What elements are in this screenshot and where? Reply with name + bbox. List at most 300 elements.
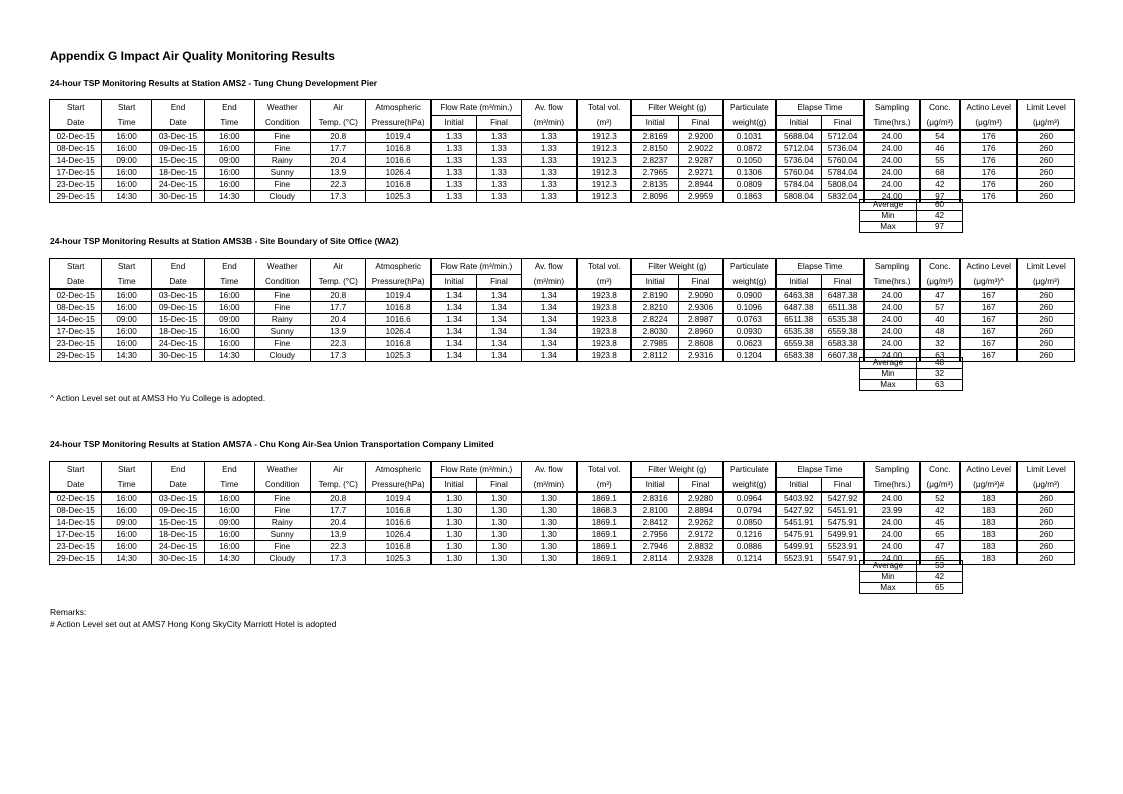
table-cell: 2.7965: [632, 167, 678, 179]
table-cell: 2.7946: [632, 541, 678, 553]
table-cell: 260: [1018, 493, 1074, 505]
table-cell: 45: [921, 517, 961, 529]
stats-row: [860, 572, 963, 583]
table-cell: 5784.04: [822, 167, 865, 179]
table-cell: 1.34: [477, 314, 521, 326]
table-cell: 20.4: [311, 155, 366, 167]
header-cell: Actino Level: [961, 259, 1018, 275]
table-cell: 0.0964: [724, 493, 776, 505]
table-cell: 1912.3: [578, 167, 632, 179]
table-cell: 5427.92: [822, 493, 865, 505]
header-unit-cell: Date: [152, 478, 205, 493]
table-cell: 1.30: [432, 505, 477, 517]
header-cell: Filter Weight (g): [632, 100, 724, 116]
table-cell: 03-Dec-15: [152, 493, 205, 505]
table-cell: 2.8894: [679, 505, 724, 517]
table-cell: 2.8096: [632, 191, 678, 202]
header-unit-cell: Time: [205, 116, 254, 131]
table-cell: 6463.38: [777, 290, 822, 302]
table-cell: 5547.91: [822, 553, 865, 564]
table-cell: 1025.3: [366, 553, 432, 564]
table-cell: 16:00: [205, 493, 254, 505]
table-cell: 24-Dec-15: [152, 541, 205, 553]
table-cell: 2.8114: [632, 553, 678, 564]
table-cell: 176: [961, 179, 1018, 191]
table-cell: 5427.92: [777, 505, 822, 517]
header-unit-cell: (m³): [578, 275, 632, 290]
table-cell: 1.30: [477, 493, 521, 505]
table-cell: 260: [1018, 505, 1074, 517]
table-cell: 5451.91: [822, 505, 865, 517]
table-cell: 1912.3: [578, 155, 632, 167]
header-unit-cell: Initial: [432, 478, 477, 493]
table-cell: 1923.8: [578, 326, 632, 338]
table-cell: 1.30: [522, 529, 578, 541]
table-cell: 2.9172: [679, 529, 724, 541]
table-cell: 260: [1039, 350, 1054, 360]
table-cell: 2.7956: [632, 529, 678, 541]
table-cell: 30-Dec-15: [152, 191, 205, 202]
table-cell: 1019.4: [366, 131, 432, 143]
table-cell: 16:00: [205, 290, 254, 302]
stats-row: [860, 583, 963, 594]
header-unit-cell: Initial: [777, 275, 822, 290]
table-cell: 183: [961, 517, 1018, 529]
table-cell: 260: [1018, 314, 1074, 326]
stats-cell: 65: [917, 583, 963, 594]
header-unit-cell: Final: [822, 275, 865, 290]
header-unit-cell: Initial: [777, 478, 822, 493]
table-cell: 16:00: [102, 529, 151, 541]
table-cell: 260: [1018, 179, 1074, 191]
table-cell: 260: [1018, 338, 1074, 350]
table-cell: 1.33: [522, 143, 578, 155]
table-cell: 2.8832: [679, 541, 724, 553]
stats-cell: Min: [860, 211, 917, 222]
table-cell: 0.0623: [724, 338, 776, 350]
table-cell: 1912.3: [578, 179, 632, 191]
header-unit-cell: weight(g): [724, 275, 776, 290]
header-unit-cell: Date: [50, 275, 102, 290]
stats-cell: Max: [860, 222, 917, 233]
header-cell: Start: [50, 100, 102, 116]
header-cell: Start: [102, 259, 151, 275]
table-cell: 1.34: [477, 290, 521, 302]
table-cell: Fine: [255, 505, 311, 517]
table-cell: 22.3: [311, 338, 366, 350]
table-cell: 1.33: [432, 143, 477, 155]
table-cell: 2.8030: [632, 326, 678, 338]
table-cell: 20.8: [311, 131, 366, 143]
table-cell: 2.9090: [679, 290, 724, 302]
table-cell: 0.0850: [724, 517, 776, 529]
table-cell: 2.8135: [632, 179, 678, 191]
tsp-table-0: [49, 99, 1075, 203]
table-cell: 1.33: [432, 167, 477, 179]
header-unit-cell: Final: [679, 478, 724, 493]
header-unit-cell: Pressure(hPa): [366, 275, 432, 290]
table-cell: 260: [1018, 143, 1074, 155]
header-unit-cell: Temp. (°C): [311, 275, 366, 290]
table-cell: 20.8: [311, 493, 366, 505]
table-cell: 42: [921, 505, 961, 517]
header-unit-cell: Initial: [632, 478, 678, 493]
table-cell: 167: [961, 290, 1018, 302]
header-cell: Total vol.: [578, 100, 632, 116]
table-row: [50, 179, 1074, 191]
header-unit-cell: Time: [102, 478, 151, 493]
table-cell: 0.1204: [724, 350, 776, 361]
stats-cell: Max: [860, 380, 917, 391]
table-cell: 24-Dec-15: [152, 338, 205, 350]
table-cell: 24.00: [865, 314, 920, 326]
table-cell: 1923.8: [578, 338, 632, 350]
header-unit-cell: Final: [477, 116, 521, 131]
table-cell: 183: [961, 541, 1018, 553]
header-cell: End: [205, 259, 254, 275]
table-cell: 23.99: [865, 505, 920, 517]
table-cell: Cloudy: [255, 350, 311, 361]
table-cell: 5475.91: [777, 529, 822, 541]
table-cell: 5499.91: [822, 529, 865, 541]
table-row: [50, 290, 1074, 302]
table-cell: Sunny: [255, 326, 311, 338]
header-unit-cell: Final: [822, 478, 865, 493]
table-cell: 1.30: [522, 553, 578, 564]
table-cell: 24.00: [865, 517, 920, 529]
table-cell: 20.4: [311, 517, 366, 529]
header-cell: Sampling: [865, 462, 920, 478]
table-cell: Fine: [255, 338, 311, 350]
table-cell: 5499.91: [777, 541, 822, 553]
table-cell: 46: [921, 143, 961, 155]
header-cell: Atmospheric: [366, 100, 432, 116]
table-cell: 29-Dec-15: [50, 191, 102, 202]
table-cell: 260: [1018, 302, 1074, 314]
table-cell: 1.34: [432, 314, 477, 326]
table-cell: 2.8112: [632, 350, 678, 361]
table-row: [50, 302, 1074, 314]
table-cell: 14:30: [205, 350, 254, 361]
table-cell: 1.34: [522, 338, 578, 350]
table-cell: 1016.8: [366, 143, 432, 155]
table-cell: 1.30: [477, 529, 521, 541]
section-title-ams2: 24-hour TSP Monitoring Results at Station AMS2 - Tung Chung Development Pier: [50, 78, 378, 88]
table-cell: 6535.38: [777, 326, 822, 338]
table-cell: 0.0809: [724, 179, 776, 191]
table-cell: 176: [961, 143, 1018, 155]
table-cell: 55: [921, 155, 961, 167]
table-cell: 16:00: [205, 529, 254, 541]
header-unit-cell: (μg/m³): [921, 275, 961, 290]
table-cell: 1.33: [477, 155, 521, 167]
header-row-2: [50, 275, 1074, 290]
table-cell: Sunny: [255, 529, 311, 541]
table-row: [50, 155, 1074, 167]
table-row: [50, 505, 1074, 517]
table-cell: 1923.8: [578, 302, 632, 314]
header-row-2: [50, 116, 1074, 131]
table-cell: 16:00: [102, 290, 151, 302]
table-cell: Rainy: [255, 314, 311, 326]
table-cell: 1.33: [432, 155, 477, 167]
table-row: [50, 493, 1074, 505]
table-cell: 02-Dec-15: [50, 131, 102, 143]
header-cell: End: [152, 259, 205, 275]
header-cell: Sampling: [865, 100, 920, 116]
header-cell: Start: [50, 259, 102, 275]
header-cell: Air: [311, 259, 366, 275]
table-cell: 260: [1018, 155, 1074, 167]
table-row: [50, 167, 1074, 179]
header-cell: Av. flow: [522, 462, 578, 478]
table-cell: 6487.38: [822, 290, 865, 302]
table-cell: 2.9328: [679, 553, 724, 564]
table-cell: 2.7985: [632, 338, 678, 350]
table-cell: 16:00: [102, 326, 151, 338]
table-cell: 14-Dec-15: [50, 314, 102, 326]
header-row-1: [50, 259, 1074, 275]
table-cell: 5736.04: [822, 143, 865, 155]
table-cell: 1.34: [477, 302, 521, 314]
table-cell: 0.1216: [724, 529, 776, 541]
table-cell: 23-Dec-15: [50, 541, 102, 553]
header-unit-cell: Date: [152, 275, 205, 290]
table-cell: 1.30: [477, 505, 521, 517]
header-unit-cell: Initial: [432, 116, 477, 131]
table-cell: 176: [961, 155, 1018, 167]
table-cell: 16:00: [102, 179, 151, 191]
table-cell: 1.33: [522, 155, 578, 167]
header-cell: Total vol.: [578, 462, 632, 478]
table-cell: 22.3: [311, 541, 366, 553]
header-cell: Weather: [255, 259, 311, 275]
stats-cell: 42: [917, 572, 963, 583]
table-cell: 1.33: [522, 167, 578, 179]
table-cell: 2.8169: [632, 131, 678, 143]
table-cell: 17.7: [311, 302, 366, 314]
table-cell: 5784.04: [777, 179, 822, 191]
table-cell: 5712.04: [822, 131, 865, 143]
header-unit-cell: Time: [205, 478, 254, 493]
table-cell: 2.9271: [679, 167, 724, 179]
table-cell: 2.9959: [679, 191, 724, 202]
stats-row: [860, 358, 963, 369]
table-cell: 1.30: [522, 505, 578, 517]
table-cell: Fine: [255, 290, 311, 302]
header-cell: Elapse Time: [777, 100, 866, 116]
table-cell: 1016.8: [366, 541, 432, 553]
table-cell: 0.1050: [724, 155, 776, 167]
table-cell: 24.00: [865, 155, 920, 167]
header-unit-cell: Time(hrs.): [865, 478, 920, 493]
table-cell: 29-Dec-15: [50, 553, 102, 564]
table-cell: 5760.04: [822, 155, 865, 167]
table-cell: 24.00: [865, 350, 920, 361]
table-cell: 97: [921, 191, 961, 202]
header-unit-cell: (μg/m³)^: [961, 275, 1018, 290]
table-cell: 16:00: [102, 505, 151, 517]
table-cell: 42: [921, 179, 961, 191]
remarks-label: Remarks:: [50, 607, 87, 617]
stats-cell: 32: [917, 369, 963, 380]
table-cell: 1869.1: [578, 553, 632, 564]
table-cell: 24.00: [865, 493, 920, 505]
header-unit-cell: Final: [822, 116, 865, 131]
table-cell: 0.0886: [724, 541, 776, 553]
table-cell: 17.7: [311, 143, 366, 155]
table-cell: 63: [921, 350, 961, 361]
header-unit-cell: (m³): [578, 478, 632, 493]
table-cell: 1.30: [432, 493, 477, 505]
header-cell: Av. flow: [522, 100, 578, 116]
header-unit-cell: Condition: [255, 478, 311, 493]
header-unit-cell: Initial: [777, 116, 822, 131]
header-unit-cell: Final: [679, 116, 724, 131]
table-cell: 17-Dec-15: [50, 326, 102, 338]
stats-cell: 53: [917, 561, 963, 572]
header-cell: Flow Rate (m³/min.): [432, 259, 522, 275]
table-cell: 1.34: [477, 338, 521, 350]
table-cell: 2.8316: [632, 493, 678, 505]
tsp-table-1: [49, 258, 1075, 362]
header-unit-cell: (μg/m³): [921, 116, 961, 131]
table-cell: Rainy: [255, 517, 311, 529]
table-cell: 24.00: [865, 326, 920, 338]
table-cell: 08-Dec-15: [50, 302, 102, 314]
table-cell: 1026.4: [366, 167, 432, 179]
table-cell: 0.0794: [724, 505, 776, 517]
header-unit-cell: Initial: [432, 275, 477, 290]
table-cell: 20.8: [311, 290, 366, 302]
header-cell: Start: [102, 462, 151, 478]
table-cell: Fine: [255, 179, 311, 191]
remarks-text: # Action Level set out at AMS7 Hong Kong SkyCity Marriott Hotel is adopted: [50, 619, 337, 629]
table-cell: 09:00: [205, 155, 254, 167]
table-row: [50, 314, 1074, 326]
table-cell: 1.34: [522, 326, 578, 338]
table-cell: 24.00: [865, 290, 920, 302]
table-cell: 176: [961, 191, 1018, 202]
table-cell: 1.33: [432, 131, 477, 143]
header-cell: Atmospheric: [366, 462, 432, 478]
table-cell: 2.8150: [632, 143, 678, 155]
header-unit-cell: Date: [50, 478, 102, 493]
table-cell: 65: [921, 529, 961, 541]
table-cell: 260: [1018, 326, 1074, 338]
table-cell: 0.0930: [724, 326, 776, 338]
header-unit-cell: (μg/m³): [1018, 116, 1074, 131]
table-cell: 16:00: [102, 493, 151, 505]
table-cell: 1016.8: [366, 302, 432, 314]
table-cell: 18-Dec-15: [152, 529, 205, 541]
header-unit-cell: Time: [102, 116, 151, 131]
table-cell: 2.8608: [679, 338, 724, 350]
header-cell: Particulate: [724, 100, 776, 116]
table-cell: 1.34: [477, 350, 521, 361]
header-cell: Av. flow: [522, 259, 578, 275]
table-cell: 5808.04: [777, 191, 822, 202]
header-cell: Total vol.: [578, 259, 632, 275]
table-cell: 1.34: [522, 302, 578, 314]
table-cell: 57: [921, 302, 961, 314]
header-cell: Weather: [255, 462, 311, 478]
header-cell: End: [205, 100, 254, 116]
table-cell: 6487.38: [777, 302, 822, 314]
table-cell: 15-Dec-15: [152, 155, 205, 167]
table-cell: 167: [961, 338, 1018, 350]
table-cell: 1869.1: [578, 517, 632, 529]
table-cell: 1.34: [522, 290, 578, 302]
stats-row: [860, 369, 963, 380]
table-cell: 6511.38: [777, 314, 822, 326]
header-unit-cell: (μg/m³)#: [961, 478, 1018, 493]
table-cell: 1869.1: [578, 541, 632, 553]
header-unit-cell: Initial: [632, 275, 678, 290]
table-cell: 5523.91: [822, 541, 865, 553]
header-unit-cell: (m³): [578, 116, 632, 131]
table-cell: 167: [961, 302, 1018, 314]
table-cell: 1016.8: [366, 338, 432, 350]
table-cell: 0.1214: [724, 553, 776, 564]
table-row: [50, 143, 1074, 155]
table-cell: 1.30: [432, 529, 477, 541]
table-cell: 6559.38: [822, 326, 865, 338]
table-cell: 24.00: [865, 191, 920, 202]
table-cell: 1016.6: [366, 517, 432, 529]
table-cell: 16:00: [205, 143, 254, 155]
table-cell: 0.0872: [724, 143, 776, 155]
table-cell: 0.0900: [724, 290, 776, 302]
header-cell: Limit Level: [1026, 262, 1066, 271]
table-cell: 1016.6: [366, 155, 432, 167]
header-cell: Limit Level: [1026, 103, 1066, 112]
stats-cell: Average: [860, 358, 917, 369]
table-cell: 1.30: [432, 541, 477, 553]
table-cell: 23-Dec-15: [50, 179, 102, 191]
table-cell: 16:00: [205, 302, 254, 314]
table-cell: 6583.38: [777, 350, 822, 361]
table-cell: 09:00: [102, 314, 151, 326]
table-cell: 2.8944: [679, 179, 724, 191]
table-cell: 17.3: [311, 191, 366, 202]
table-cell: Sunny: [255, 167, 311, 179]
table-cell: 16:00: [102, 302, 151, 314]
table-cell: 1.33: [477, 143, 521, 155]
stats-cell: 60: [917, 200, 963, 211]
table-cell: 17.7: [311, 505, 366, 517]
table-cell: 1923.8: [578, 350, 632, 361]
table-cell: 24.00: [865, 529, 920, 541]
stats-table-0: [859, 199, 963, 233]
table-cell: 09:00: [205, 314, 254, 326]
header-row-2: [50, 478, 1074, 493]
table-cell: 183: [961, 553, 1018, 564]
table-row: [50, 338, 1074, 350]
table-cell: 5523.91: [777, 553, 822, 564]
table-cell: 2.8100: [632, 505, 678, 517]
table-cell: 260: [1018, 529, 1074, 541]
table-cell: 260: [1018, 131, 1074, 143]
header-cell: End: [152, 100, 205, 116]
table-cell: 15-Dec-15: [152, 314, 205, 326]
table-cell: 17-Dec-15: [50, 167, 102, 179]
table-cell: Rainy: [255, 155, 311, 167]
table-cell: 09:00: [102, 155, 151, 167]
table-cell: 1.34: [432, 338, 477, 350]
header-unit-cell: (m³/min): [522, 116, 578, 131]
stats-row: [860, 222, 963, 233]
